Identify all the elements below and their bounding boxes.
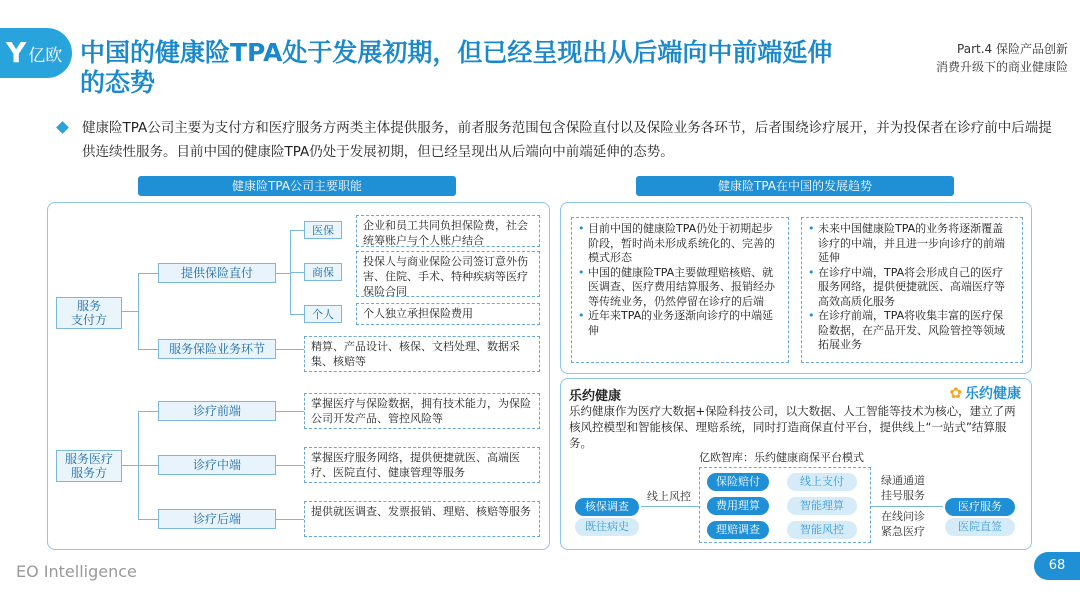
flower-logo-icon: ✿ bbox=[949, 384, 962, 402]
trend-current-list bbox=[571, 217, 789, 363]
trend-future-item: • 未来中国健康险TPA的业务将逐渐覆盖诊疗的中端，并且进一步向诊疗的前端延伸 bbox=[808, 222, 1014, 266]
expense-calc-pill: 费用理算 bbox=[707, 497, 769, 515]
online-risk-label: 线上风控 bbox=[647, 490, 691, 503]
post-treatment-desc: 提供就医调查、发票报销、理赔、核赔等服务 bbox=[304, 501, 540, 537]
intro-bullet bbox=[62, 116, 1052, 164]
insurance-chain-desc: 精算、产品设计、核保、文档处理、数据采集、核赔等 bbox=[304, 336, 540, 372]
provider-node: 服务医疗 服务方 bbox=[56, 450, 122, 482]
functions-panel bbox=[47, 202, 550, 550]
mid-treatment-desc: 掌握医疗服务网络，提供便捷就医、高端医疗、医院直付、健康管理等服务 bbox=[304, 447, 540, 483]
case-name: 乐约健康 bbox=[569, 389, 622, 404]
trend-future-item: • 在诊疗前端，TPA将收集丰富的医疗保险数据，在产品开发、风险管控等领域拓展业务 bbox=[808, 309, 1014, 353]
hospital-contract-pill: 医院直签 bbox=[945, 518, 1015, 536]
direct-pay-node: 提供保险直付 bbox=[158, 263, 276, 283]
payer-node: 服务 支付方 bbox=[56, 297, 122, 329]
page-title: 中国的健康险TPA处于发展初期，但已经呈现出从后端向中前端延伸的态势 bbox=[80, 38, 833, 97]
diagram-title: 亿欧智库：乐约健康商保平台模式 bbox=[699, 451, 864, 464]
trend-current-item: • 中国的健康险TPA主要做理赔核赔、就医调查、医疗费用结算服务、报销经办等传统业务，仍然停留在诊疗的后端 bbox=[578, 266, 780, 310]
medical-insurance-desc: 企业和员工共同负担保险费，社会统筹账户与个人账户结合 bbox=[356, 215, 540, 247]
footer-brand: EO Intelligence bbox=[16, 562, 137, 581]
part-line2: 消费升级下的商业健康险 bbox=[935, 60, 1068, 74]
online-consult-label: 在线问诊 紧急医疗 bbox=[881, 510, 925, 538]
trend-current-item: • 目前中国的健康险TPA仍处于初期起步阶段，暂时尚未形成系统化的、完善的模式形态 bbox=[578, 222, 780, 266]
logo-mark: Y bbox=[6, 36, 27, 69]
insurance-chain-node: 服务保险业务环节 bbox=[158, 339, 276, 359]
trend-current-item: • 近年来TPA的业务逐渐向诊疗的中端延伸 bbox=[578, 309, 780, 338]
logo-text: 亿欧 bbox=[28, 45, 63, 66]
trend-future-item: • 在诊疗中端，TPA将会形成自己的医疗服务网络，提供便捷就医、高端医疗等高效高质化服务 bbox=[808, 266, 1014, 310]
personal-node: 个人 bbox=[304, 305, 342, 323]
intro-text: 健康险TPA公司主要为支付方和医疗服务方两类主体提供服务，前者服务范围包含保险直付以及保险业务各环节，后者围绕诊疗展开，并为投保者在诊疗前中后端提供连续性服务。目前中国的健康险TPA仍处于发展初期，但已经呈现出从后端向中前端延伸的态势。 bbox=[82, 120, 1052, 160]
left-section-header: 健康险TPA公司主要职能 bbox=[138, 176, 456, 196]
online-payment-pill: 线上支付 bbox=[787, 473, 857, 491]
brand-text: 乐约健康 bbox=[965, 386, 1021, 402]
smart-calc-pill: 智能理算 bbox=[787, 497, 857, 515]
case-brand-logo bbox=[949, 383, 1021, 403]
claim-survey-pill: 理赔调查 bbox=[707, 521, 769, 539]
smart-risk-pill: 智能风控 bbox=[787, 521, 857, 539]
underwriting-pill: 核保调查 bbox=[575, 498, 639, 516]
commercial-insurance-node: 商保 bbox=[304, 263, 342, 281]
eo-logo bbox=[0, 28, 72, 78]
personal-desc: 个人独立承担保险费用 bbox=[356, 303, 540, 325]
right-section-header: 健康险TPA在中国的发展趋势 bbox=[636, 176, 954, 196]
case-panel bbox=[560, 378, 1032, 550]
commercial-insurance-desc: 投保人与商业保险公司签订意外伤害、住院、手术、特种疾病等医疗保险合同 bbox=[356, 251, 540, 297]
trends-panel bbox=[560, 202, 1032, 374]
pre-treatment-node: 诊疗前端 bbox=[158, 401, 276, 421]
post-treatment-node: 诊疗后端 bbox=[158, 509, 276, 529]
medical-insurance-node: 医保 bbox=[304, 221, 342, 239]
page-number: 68 bbox=[1034, 552, 1080, 580]
case-desc: 乐约健康作为医疗大数据+保险科技公司，以大数据、人工智能等技术为核心，建立了两核风控模型和智能核保、理赔系统，同时打造商保直付平台，提供线上“一站式”结算服务。 bbox=[569, 404, 1016, 450]
medical-service-pill: 医疗服务 bbox=[945, 498, 1015, 516]
mid-treatment-node: 诊疗中端 bbox=[158, 455, 276, 475]
part-line1: Part.4 保险产品创新 bbox=[957, 42, 1068, 56]
green-channel-label: 绿通通道 挂号服务 bbox=[881, 474, 925, 502]
trend-future-list bbox=[801, 217, 1023, 363]
medical-history-pill: 既往病史 bbox=[575, 518, 639, 536]
section-label bbox=[936, 40, 1068, 76]
claim-payment-pill: 保险赔付 bbox=[707, 473, 769, 491]
pre-treatment-desc: 掌握医疗与保险数据，拥有技术能力，为保险公司开发产品、管控风险等 bbox=[304, 393, 540, 429]
